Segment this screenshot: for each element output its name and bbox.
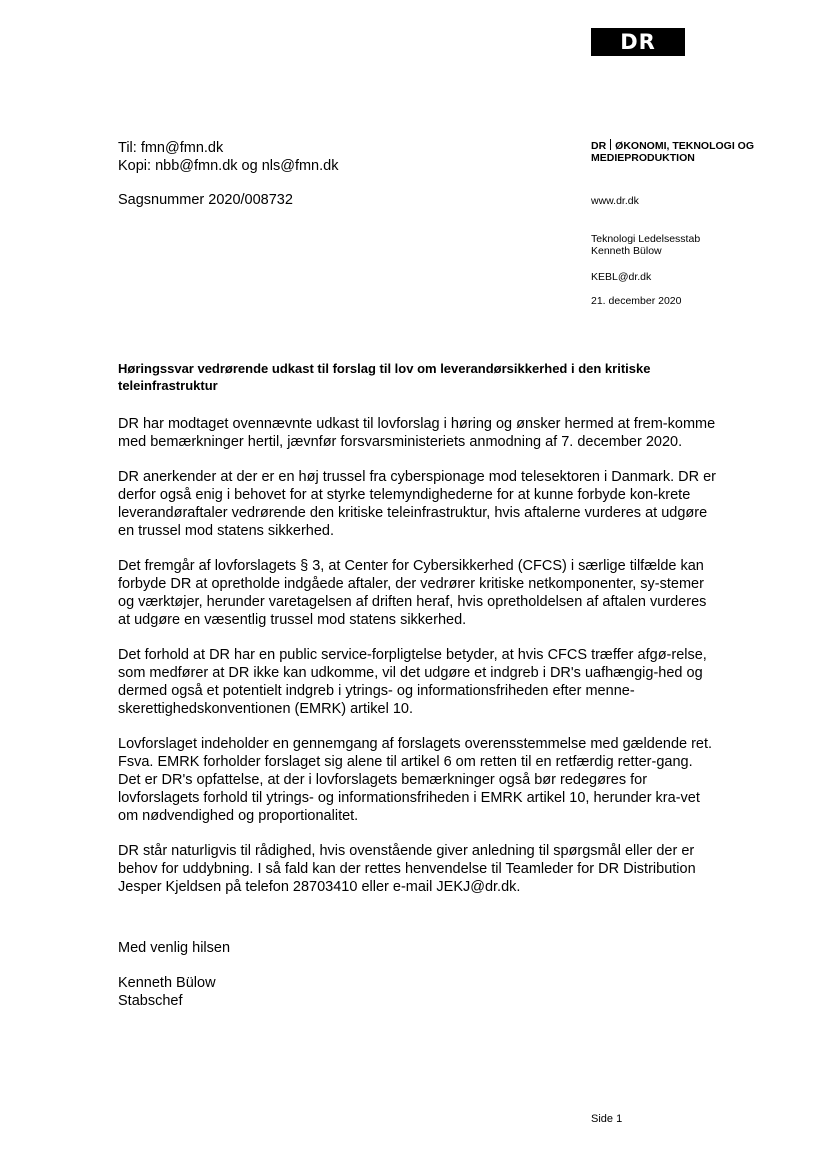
letter-body — [118, 415, 718, 913]
case-number: Sagsnummer 2020/008732 — [118, 192, 293, 208]
sender-unit-block — [591, 233, 700, 257]
recipient-cc: Kopi: nbb@fmn.dk og nls@fmn.dk — [118, 158, 339, 174]
signature — [118, 974, 216, 1010]
dept-divider — [610, 139, 611, 150]
body-paragraph: Lovforslaget indeholder en gennemgang af forslagets overensstemmelse med gældende ret. Fsva. EMRK forholder forslaget sig alene til artikel 6 om retten til en retfærdig retter-gang. Det er DR's opfattelse, at der i lovforslagets bemærkninger også bør redegøres for lovforslagets forhold til ytrings- og informationsfriheden i EMRK artikel 10, herunder kra-vet om nødvendighed og proportionalitet. — [118, 736, 713, 824]
dr-logo — [591, 28, 685, 56]
sender-email: KEBL@dr.dk — [591, 271, 652, 283]
closing: Med venlig hilsen — [118, 940, 231, 956]
dept-name-line1: ØKONOMI, TEKNOLOGI OG — [615, 140, 755, 152]
letter-date: 21. december 2020 — [591, 295, 682, 307]
body-paragraph: Det fremgår af lovforslagets § 3, at Center for Cybersikkerhed (CFCS) i særlige tilfælde kan forbyde DR at opretholde indgåede aftaler, der vedrører kritiske netkomponenter, sy-stemer og værktøjer, herunder varetagelsen af driften heraf, hvis opretholdelsen af aftalen vurderes at udgøre en væsentlig trussel mod statens sikkerhed. — [118, 558, 707, 628]
dept-prefix: DR — [591, 140, 607, 152]
recipient-to: Til: fmn@fmn.dk — [118, 140, 224, 156]
body-paragraph: DR står naturligvis til rådighed, hvis ovenstående giver anledning til spørgsmål eller der er behov for uddybning. I så fald kan der rettes henvendelse til Teamleder for DR Distribution Jesper Kjeldsen på telefon 28703410 eller e-mail JEKJ@dr.dk. — [118, 843, 696, 895]
dr-logo-text: DR — [620, 29, 656, 54]
recipients — [118, 139, 338, 175]
dept-name-line2: MEDIEPRODUKTION — [591, 152, 695, 164]
page-number: Side 1 — [591, 1113, 623, 1125]
body-paragraph: Det forhold at DR har en public service-forpligtelse betyder, at hvis CFCS træffer afgø-relse, som medfører at DR ikke kan udkomme, vil det udgøre et indgreb i DR's uafhængig-hed og dermed også et potentielt indgreb i ytrings- og informationsfriheden efter menne-skerettighedskonventionen (EMRK) artikel 10. — [118, 647, 707, 717]
sender-name: Kenneth Bülow — [591, 245, 662, 257]
sender-department — [591, 139, 791, 164]
signature-name: Kenneth Bülow — [118, 975, 216, 991]
body-paragraph: DR har modtaget ovennævnte udkast til lovforslag i høring og ønsker hermed at frem-komme med bemærkninger hertil, jævnfør forsvarsministeriets anmodning af 7. december 2020. — [118, 416, 716, 450]
sender-unit: Teknologi Ledelsesstab — [591, 233, 701, 245]
signature-title: Stabschef — [118, 993, 183, 1009]
letter-subject: Høringssvar vedrørende udkast til forslag til lov om leverandørsikkerhed i den kritiske teleinfrastruktur — [118, 361, 651, 393]
sender-website: www.dr.dk — [591, 195, 639, 207]
body-paragraph: DR anerkender at der er en høj trussel fra cyberspionage mod telesektoren i Danmark. DR er derfor også enig i behovet for at styrke telemyndighederne for at kunne forbyde kon-krete leverandøraftaler vedrørende den kritiske teleinfrastruktur, hvis aftalerne vurderes at udgøre en trussel mod statens sikkerhed. — [118, 469, 716, 539]
